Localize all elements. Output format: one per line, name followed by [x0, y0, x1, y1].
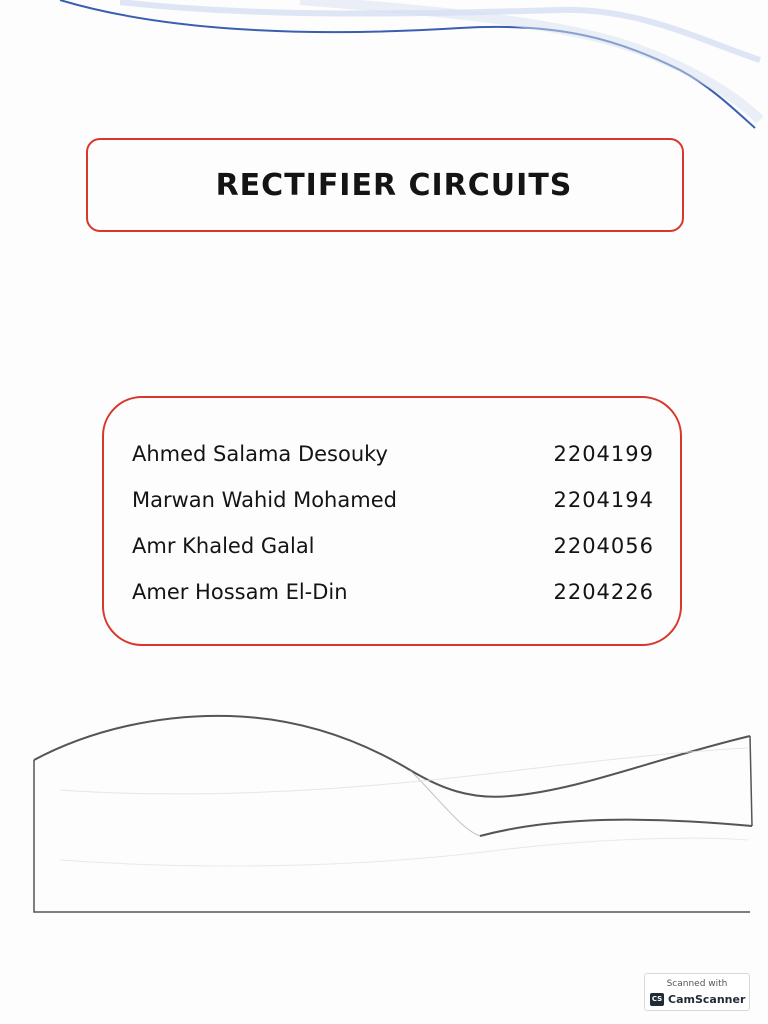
member-name: Amr Khaled Galal — [132, 534, 315, 558]
member-id: 2204199 — [553, 442, 654, 466]
member-name: Marwan Wahid Mohamed — [132, 488, 397, 512]
member-row — [132, 534, 654, 564]
camscanner-logo-icon: CS — [650, 993, 664, 1006]
member-row — [132, 580, 654, 610]
member-name: Ahmed Salama Desouky — [132, 442, 388, 466]
member-name: Amer Hossam El-Din — [132, 580, 348, 604]
document-title: RECTIFIER CIRCUITS — [215, 167, 573, 203]
member-id: 2204056 — [553, 534, 654, 558]
watermark-brand: CamScanner — [668, 993, 746, 1006]
top-wave-decoration — [0, 0, 768, 140]
members-frame — [102, 396, 682, 646]
member-id: 2204194 — [553, 488, 654, 512]
member-id: 2204226 — [553, 580, 654, 604]
member-row — [132, 442, 654, 472]
member-row — [132, 488, 654, 518]
camscanner-watermark — [644, 973, 750, 1011]
title-frame — [86, 138, 684, 232]
watermark-caption: Scanned with — [666, 979, 728, 989]
